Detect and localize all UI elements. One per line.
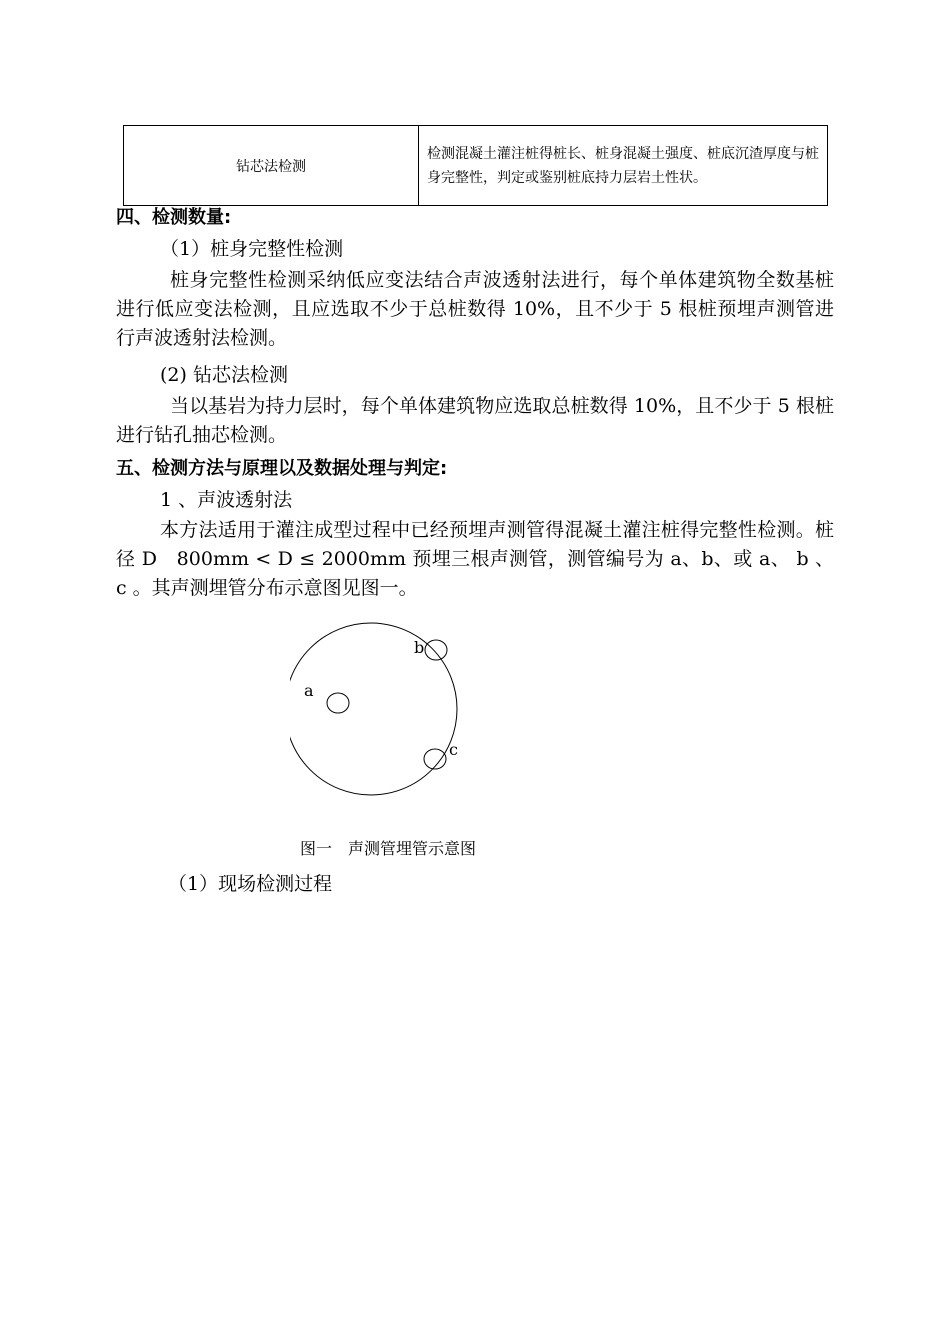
section-4-item-2-title: (2) 钻芯法检测 — [160, 364, 288, 386]
section-4-item-2-text: 当以基岩为持力层时，每个单体建筑物应选取总桩数得 10%，且不少于 5 根桩进行钻孔抽芯检测。 — [116, 395, 834, 446]
section-4-item-1-text: 桩身完整性检测采纳低应变法结合声波透射法进行，每个单体建筑物全数基桩进行低应变法检测，且应选取不少于总桩数得 10%，且不少于 5 根桩预埋声测管进行声波透射法检测。 — [116, 269, 834, 349]
method-table — [123, 125, 828, 206]
pipe-c-label: c — [449, 740, 458, 759]
subsection-title: （1）现场检测过程 — [168, 873, 333, 895]
pile-cross-section — [290, 623, 457, 795]
section-5-heading: 五、检测方法与原理以及数据处理与判定: — [116, 458, 448, 479]
method-description-cell: 检测混凝土灌注桩得桩长、桩身混凝土强度、桩底沉渣厚度与桩身完整性，判定或鉴别桩底持力层岩土性状。 — [419, 126, 828, 206]
section-4-heading: 四、检测数量: — [116, 207, 232, 228]
pipe-a-label: a — [304, 681, 314, 700]
pipe-a — [327, 693, 349, 713]
pipe-b — [425, 640, 447, 660]
section-5-item-1-text: 本方法适用于灌注成型过程中已经预埋声测管得混凝土灌注桩得完整性检测。桩径 D 800mm < D ≤ 2000mm 预埋三根声测管，测管编号为 a、b、或 a、 b 、 c 。其声测埋管分布示意图见图一。 — [116, 519, 834, 599]
pipe-layout-diagram — [290, 615, 460, 815]
figure-caption: 图一 声测管埋管示意图 — [300, 839, 477, 858]
section-4-item-1-title: （1）桩身完整性检测 — [160, 238, 344, 260]
method-name-cell: 钻芯法检测 — [124, 126, 419, 206]
table-row — [124, 126, 828, 206]
pipe-b-label: b — [414, 638, 425, 657]
section-5-item-1-title: 1 、声波透射法 — [160, 489, 293, 511]
